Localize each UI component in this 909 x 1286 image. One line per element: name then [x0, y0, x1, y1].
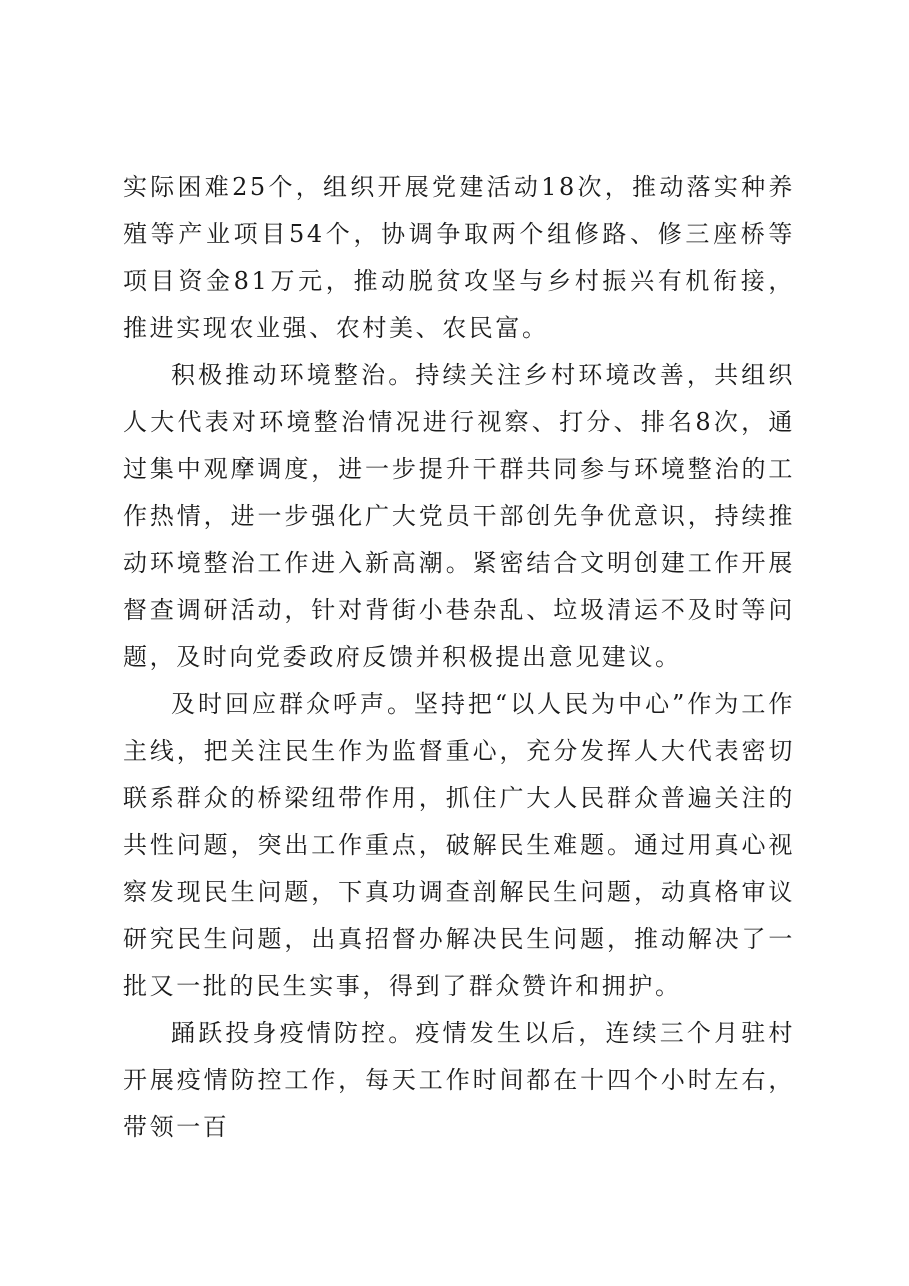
paragraph-1: 实际困难25个，组织开展党建活动18次，推动落实种养殖等产业项目54个，协调争取两个组修路、修三座桥等项目资金81万元，推动脱贫攻坚与乡村振兴有机衔接，推进实现农业强、农村美、农民富。	[123, 173, 795, 342]
paragraph-4: 踊跃投身疫情防控。疫情发生以后，连续三个月驻村开展疫情防控工作，每天工作时间都在十四个小时左右，带领一百	[123, 1019, 795, 1141]
document-body	[123, 164, 795, 1151]
paragraph-3: 及时回应群众呼声。坚持把“以人民为中心”作为工作主线，把关注民生作为监督重心，充分发挥人大代表密切联系群众的桥梁纽带作用，抓住广大人民群众普遍关注的共性问题，突出工作重点，破解民生难题。通过用真心视察发现民生问题，下真功调查剖解民生问题，动真格审议研究民生问题，出真招督办解决民生问题，推动解决了一批又一批的民生实事，得到了群众赞许和拥护。	[123, 690, 795, 1000]
paragraph-2: 积极推动环境整治。持续关注乡村环境改善，共组织人大代表对环境整治情况进行视察、打分、排名8次，通过集中观摩调度，进一步提升干群共同参与环境整治的工作热情，进一步强化广大党员干部创先争优意识，持续推动环境整治工作进入新高潮。紧密结合文明创建工作开展督查调研活动，针对背街小巷杂乱、垃圾清运不及时等问题，及时向党委政府反馈并积极提出意见建议。	[123, 361, 795, 671]
